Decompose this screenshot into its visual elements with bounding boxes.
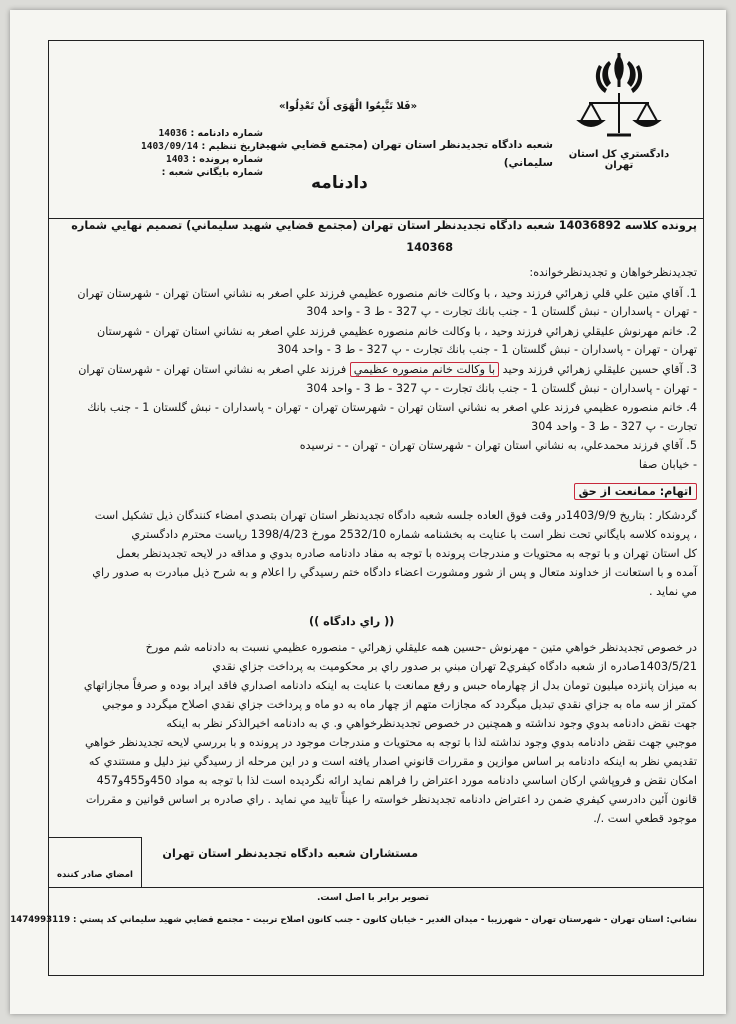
document-page [10, 10, 726, 1014]
recorder-line: مي نمايد . [649, 585, 697, 598]
verdict-line: در خصوص تجديدنظر خواهي متين - مهرنوش -حسين همه عليقلي زهرائي - منصوره عظيمي نسبت به دادنامه شم مورخ [145, 641, 697, 654]
meta-file-number: شماره پرونده : 1403 [165, 154, 263, 165]
party-line: - خيابان صفا [638, 458, 697, 471]
copy-note: تصوير برابر با اصل است. [317, 893, 429, 903]
document-frame [10, 40, 704, 976]
branch-title [233, 136, 553, 172]
verdict-line: موجبي جهت نقض دادنامه بدوي وجود نداشته لذا با توجه به محتويات و مندرجات موجود در پرونده و با بررسي لايحه تجديدنظر خواهي [84, 736, 697, 749]
file-class-line: پرونده كلاسه 14036892 شعبه دادگاه تجديدنظر استان تهران (مجتمع قضايي شهيد سليماني) تصميم نهايي شماره [71, 219, 697, 232]
parties-heading: تجديدنظرخواهان و تجديدنظرخوانده: [529, 266, 697, 279]
party-line: 5. آقاي فرزند محمدعلي، به نشاني استان تهران - شهرستان تهران - تهران - - نرسيده [299, 439, 697, 452]
branch-title-line1: شعبه دادگاه تجديدنظر استان تهران (مجتمع قضايي شهيد [259, 139, 553, 151]
party-line: 1. آقاي متين علي قلي زهرائي فرزند وحيد ، با وكالت خانم منصوره عظيمي فرزند علي اصغر به نشاني استان تهران - شهرستان تهران [77, 287, 697, 300]
meta-block [83, 127, 263, 179]
party-line: 2. خانم مهرنوش عليقلي زهرائي فرزند وحيد ، با وكالت خانم منصوره عظيمي فرزند علي اصغر به نشاني استان تهران - شهرستان [97, 325, 697, 338]
verdict-title: (( راي دادگاه )) [309, 615, 395, 628]
verdict-line: 1403/5/21صادره از شعبه دادگاه كيفري2 تهران مبني بر صدور راي بر محكوميت به پرداخت جزاي نقدي [212, 660, 697, 673]
charge-line [574, 485, 697, 498]
iran-emblem-and-scales-icon [569, 49, 669, 141]
branch-title-line2: سليماني) [503, 157, 553, 169]
recorder-line: كل استان تهران و با توجه به محتويات و مندرجات پرونده با توجه به مفاد دادنامه صادره بدوي و مداقه در لايحه تجديدنظر بعمل [116, 547, 697, 560]
meta-date: تاريخ تنظيم : 1403/09/14 [141, 141, 263, 152]
footer-address: نشاني: استان تهران - شهرستان تهران - شهرزيبا - ميدان الغدير - خيابان كانون - جنب كانون اصلاح تربيت - مجتمع قضايي شهيد سليماني كد پستي : 1474993119 [10, 915, 697, 925]
party-line: 4. خانم منصوره عظيمي فرزند علي اصغر به نشاني استان تهران - شهرستان تهران - تهران - پاسداران - نبش گلستان 1 - جنب بانك [87, 401, 697, 414]
highlighted-charge: اتهام: ممانعت از حق [574, 483, 697, 500]
verdict-line: به ميزان پانزده ميليون تومان بدل از چهارماه حبس و رفع ممانعت با عنايت به اينكه دادنامه اصداري فاقد ايراد بوده و صرفاً مجازاتهاي [83, 679, 697, 692]
recorder-line: آمده و با استعانت از خداوند متعال و پس از شور ومشورت اعضاء دادگاه ختم رسيدگي را اعلام و به شرح ذيل مبادرت به صدور راي [92, 566, 697, 579]
recorder-line: گردشكار : بتاريخ 1403/9/9در وقت فوق العاده جلسه شعبه دادگاه تجديدنظر استان تهران بتصدي امضاء كنندگان ذيل تشكيل است [94, 509, 697, 522]
party-line: تهران - تهران - پاسداران - نبش گلستان 1 - جنب بانك تجارت - پ 327 - ط 3 - واحد 304 [276, 343, 697, 356]
party-line: - تهران - پاسداران - نبش گلستان 1 - جنب بانك تجارت - پ 327 - ط 3 - واحد 304 [306, 382, 697, 395]
file-final-number: 140368 [406, 241, 453, 254]
verdict-line: تقديمي نظر به اينكه دادنامه بر اساس موازين و مقررات قانوني اصدار يافته است و در اين مرحله از رسيدگي نيز دليل و مستندي كه [88, 755, 697, 768]
signers-line: مستشاران شعبه دادگاه تجديدنظر استان تهران [162, 847, 418, 860]
footer-divider [49, 887, 703, 888]
header-quote: «فَلا تَتَّبِعُوا الْهَوَى أَنْ تَعْدِلُوا» [279, 101, 418, 112]
verdict-line: جهت نقض دادنامه بدوي وجود نداشته و همچنين در خصوص تجديدنظرخواهي و. ي به دادنامه اخيرالذكر نظر به اينكه [166, 717, 697, 730]
party-line-3: 3. آقاي حسين عليقلي زهرائي فرزند وحيد با وكالت خانم منصوره عظيمي فرزند علي اصغر به نشاني استان تهران - شهرستان تهران [78, 363, 697, 376]
verdict-line: امكان نقض و فروپاشي اركان اساسي دادنامه مورد اعتراض را فراهم نمايد ارائه نگرديده است لذا با توجه به مواد 450و455و457 [96, 774, 697, 787]
meta-archive-number: شماره بايگاني شعبه : [161, 167, 263, 178]
recorder-line: ، پرونده كلاسه بايگاني تحت نظر است با عنايت به بخشنامه شماره 2532/10 مورخ 1398/4/23 رياست محترم دادگستري [131, 528, 697, 541]
signature-label: امضاي صادر كننده [57, 870, 133, 880]
court-emblem-block [559, 49, 679, 171]
verdict-line: قانون آئين دادرسي كيفري ضمن رد اعتراض دادنامه تجديدنظر خواسته را عيناً تاييد مي نمايد . راي صادره بر اساس قوانين و مقررات [85, 793, 697, 806]
verdict-line: كمتر از سه ماه به جزاي نقدي تبديل ميگردد كه مجازات متهم از چهار ماه به دو ماه و پرداخت جزاي نقدي اصلاح ميگردد و موجبي [102, 698, 697, 711]
court-name: دادگستري كل استان تهران [568, 149, 670, 171]
party-line: تجارت - پ 327 - ط 3 - واحد 304 [531, 420, 697, 433]
signature-box [49, 837, 142, 888]
verdict-line: موجود قطعي است ./. [593, 812, 697, 825]
highlighted-attorney: با وكالت خانم منصوره عظيمي [350, 362, 499, 377]
meta-case-number: شماره دادنامه : 14036 [158, 128, 263, 139]
document-title: دادنامه [311, 173, 368, 193]
party-line: - تهران - پاسداران - نبش گلستان 1 - جنب بانك تجارت - پ 327 - ط 3 - واحد 304 [306, 305, 697, 318]
